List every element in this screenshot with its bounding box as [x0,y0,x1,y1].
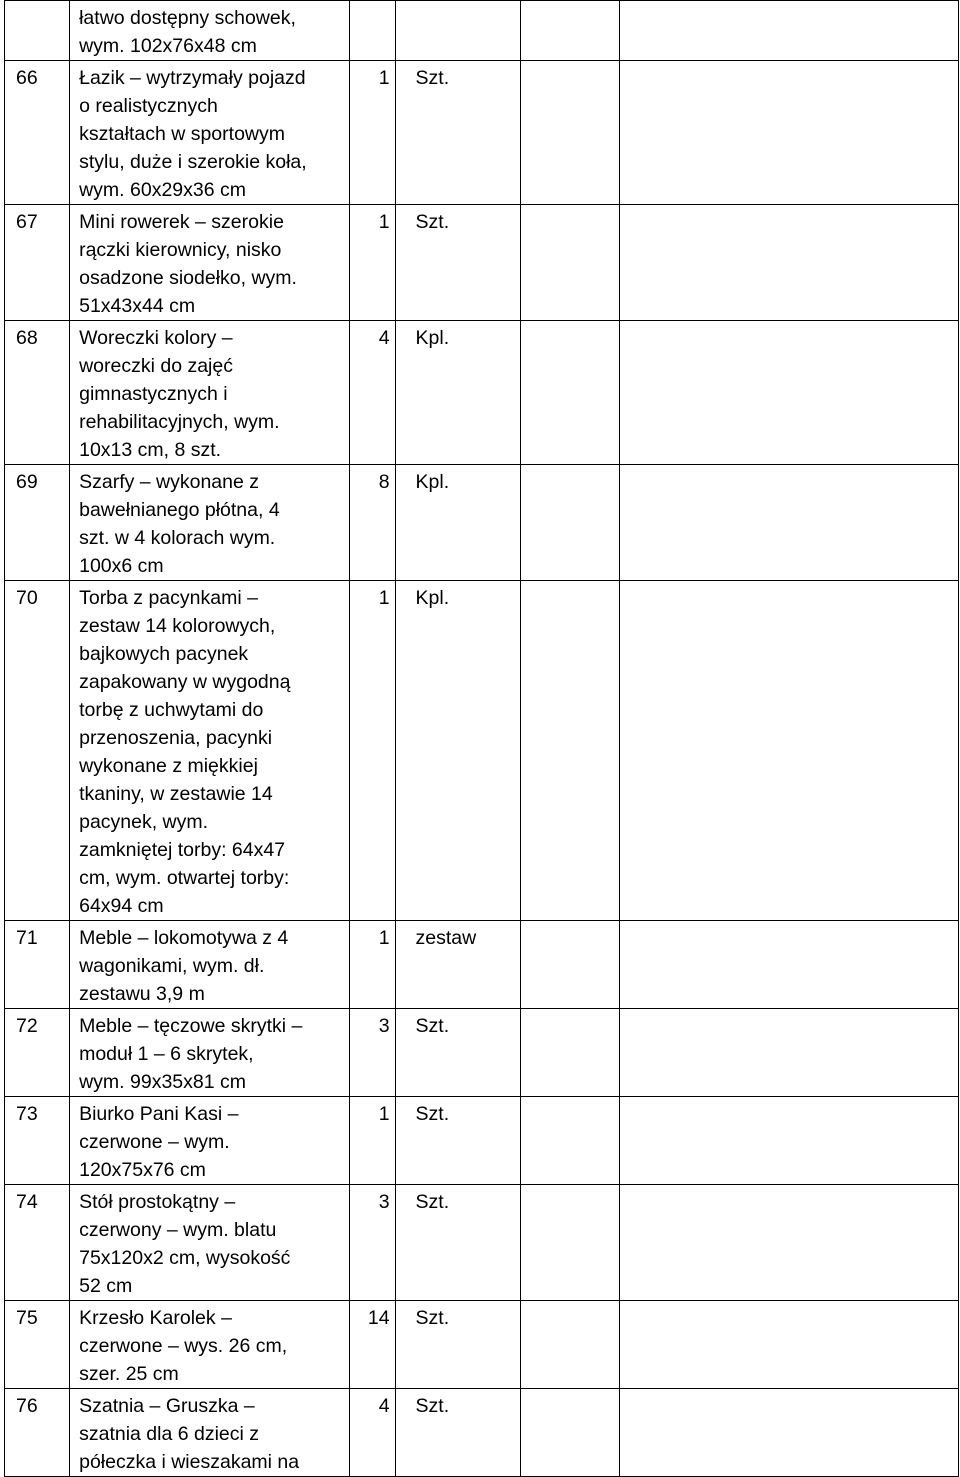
quantity-cell [349,581,395,921]
unit-cell [395,1009,521,1097]
item-number-cell [5,321,70,465]
empty-price-cell [521,61,619,205]
quantity-text: 8 [378,471,390,493]
table-row [5,1009,959,1097]
empty-price-cell [521,1301,619,1389]
item-description-text: Meble – lokomotywa z 4 wagonikami, wym. dł. zestawu 3,9 m [79,927,289,1005]
unit-cell [395,61,521,205]
quantity-cell [349,1301,395,1389]
item-number-text: 67 [16,211,38,233]
table-row [5,1,959,61]
quantity-cell [349,321,395,465]
quantity-cell [349,465,395,581]
item-number-cell [5,921,70,1009]
item-description-text: Krzesło Karolek – czerwone – wys. 26 cm, szer. 25 cm [79,1307,288,1385]
quantity-cell [349,1185,395,1301]
quantity-cell [349,205,395,321]
unit-text: Szt. [415,1395,450,1417]
unit-text: Kpl. [415,587,450,609]
item-description-text: Biurko Pani Kasi – czerwone – wym. 120x75x76 cm [79,1103,239,1181]
empty-value-cell [619,581,958,921]
empty-price-cell [521,321,619,465]
empty-price-cell [521,921,619,1009]
item-description-text: Szatnia – Gruszka – szatnia dla 6 dzieci z półeczka i wieszakami na [79,1395,300,1473]
unit-cell [395,321,521,465]
item-description-cell [70,1301,350,1389]
table-row [5,321,959,465]
empty-value-cell [619,321,958,465]
item-description-text: Stół prostokątny – czerwony – wym. blatu 75x120x2 cm, wysokość 52 cm [79,1191,291,1297]
item-description-cell [70,921,350,1009]
empty-price-cell [521,1389,619,1477]
item-description-text: Szarfy – wykonane z bawełnianego płótna, 4 szt. w 4 kolorach wym. 100x6 cm [79,471,280,577]
item-number-text: 73 [16,1103,38,1125]
item-description-cell [70,581,350,921]
item-number-cell [5,1301,70,1389]
unit-cell [395,1185,521,1301]
unit-cell [395,581,521,921]
item-description-cell [70,1097,350,1185]
unit-text: Kpl. [415,471,450,493]
quantity-cell [349,1009,395,1097]
empty-value-cell [619,465,958,581]
empty-price-cell [521,1009,619,1097]
quantity-text: 1 [378,211,390,233]
empty-value-cell [619,1185,958,1301]
table-row [5,205,959,321]
empty-value-cell [619,1,958,61]
empty-value-cell [619,1009,958,1097]
table-row [5,465,959,581]
empty-price-cell [521,1185,619,1301]
item-description-cell [70,1,350,61]
item-number-text: 72 [16,1015,38,1037]
table-row [5,61,959,205]
item-number-cell [5,1389,70,1477]
order-items-table [4,0,959,1477]
item-number-cell [5,1009,70,1097]
item-description-text: Łazik – wytrzymały pojazd o realistycznych kształtach w sportowym stylu, duże i szerokie koła, wym. 60x29x36 cm [79,67,307,201]
item-number-text: 70 [16,587,38,609]
quantity-cell [349,1,395,61]
table-row [5,1097,959,1185]
item-description-text: łatwo dostępny schowek, wym. 102x76x48 cm [79,7,296,57]
quantity-cell [349,61,395,205]
quantity-text: 1 [378,1103,390,1125]
item-description-cell [70,1185,350,1301]
empty-price-cell [521,465,619,581]
item-description-cell [70,465,350,581]
item-number-cell [5,1185,70,1301]
quantity-text: 3 [378,1191,390,1213]
item-number-cell [5,581,70,921]
item-number-cell [5,205,70,321]
unit-text: Szt. [415,1015,450,1037]
empty-value-cell [619,1389,958,1477]
item-number-text: 68 [16,327,38,349]
item-description-text: Woreczki kolory – woreczki do zajęć gimnastycznych i rehabilitacyjnych, wym. 10x13 cm, 8 szt. [79,327,280,461]
empty-value-cell [619,1301,958,1389]
item-number-text: 69 [16,471,38,493]
quantity-text: 1 [378,67,390,89]
item-number-text: 76 [16,1395,38,1417]
quantity-cell [349,1389,395,1477]
empty-value-cell [619,921,958,1009]
item-description-cell [70,1009,350,1097]
unit-text: zestaw [415,927,477,949]
item-number-cell [5,1097,70,1185]
unit-cell [395,205,521,321]
item-number-text: 74 [16,1191,38,1213]
item-number-cell [5,1,70,61]
item-number-cell [5,465,70,581]
table-row [5,1185,959,1301]
empty-value-cell [619,205,958,321]
item-number-text: 66 [16,67,38,89]
unit-text: Szt. [415,1103,450,1125]
unit-text: Szt. [415,67,450,89]
unit-cell [395,921,521,1009]
empty-value-cell [619,61,958,205]
unit-cell [395,465,521,581]
quantity-text: 3 [378,1015,390,1037]
quantity-text: 4 [378,327,390,349]
item-description-cell [70,61,350,205]
table-row [5,1389,959,1477]
empty-price-cell [521,205,619,321]
quantity-cell [349,1097,395,1185]
unit-cell [395,1301,521,1389]
item-description-text: Mini rowerek – szerokie rączki kierownicy, nisko osadzone siodełko, wym. 51x43x44 cm [79,211,297,317]
table-row [5,1301,959,1389]
table-row [5,581,959,921]
quantity-text: 1 [378,587,390,609]
empty-price-cell [521,1,619,61]
unit-text: Kpl. [415,327,450,349]
item-description-cell [70,1389,350,1477]
item-description-text: Meble – tęczowe skrytki – moduł 1 – 6 skrytek, wym. 99x35x81 cm [79,1015,303,1093]
quantity-text: 4 [378,1395,390,1417]
item-description-text: Torba z pacynkami – zestaw 14 kolorowych, bajkowych pacynek zapakowany w wygodną torbę z uchwytami do przenoszenia, pacynki wykonane z miękkiej tkaniny, w zestawie 14 pacynek, wym. zamkniętej torby: 64x47 cm, wym. otwartej torby: 64x94 cm [79,587,291,917]
empty-price-cell [521,581,619,921]
unit-cell [395,1,521,61]
empty-value-cell [619,1097,958,1185]
unit-cell [395,1097,521,1185]
unit-text: Szt. [415,1307,450,1329]
item-number-text: 75 [16,1307,38,1329]
unit-cell [395,1389,521,1477]
quantity-text: 1 [378,927,390,949]
unit-text: Szt. [415,1191,450,1213]
quantity-text: 14 [367,1307,390,1329]
quantity-cell [349,921,395,1009]
table-row [5,921,959,1009]
unit-text: Szt. [415,211,450,233]
empty-price-cell [521,1097,619,1185]
item-number-text: 71 [16,927,38,949]
item-description-cell [70,205,350,321]
item-number-cell [5,61,70,205]
item-description-cell [70,321,350,465]
